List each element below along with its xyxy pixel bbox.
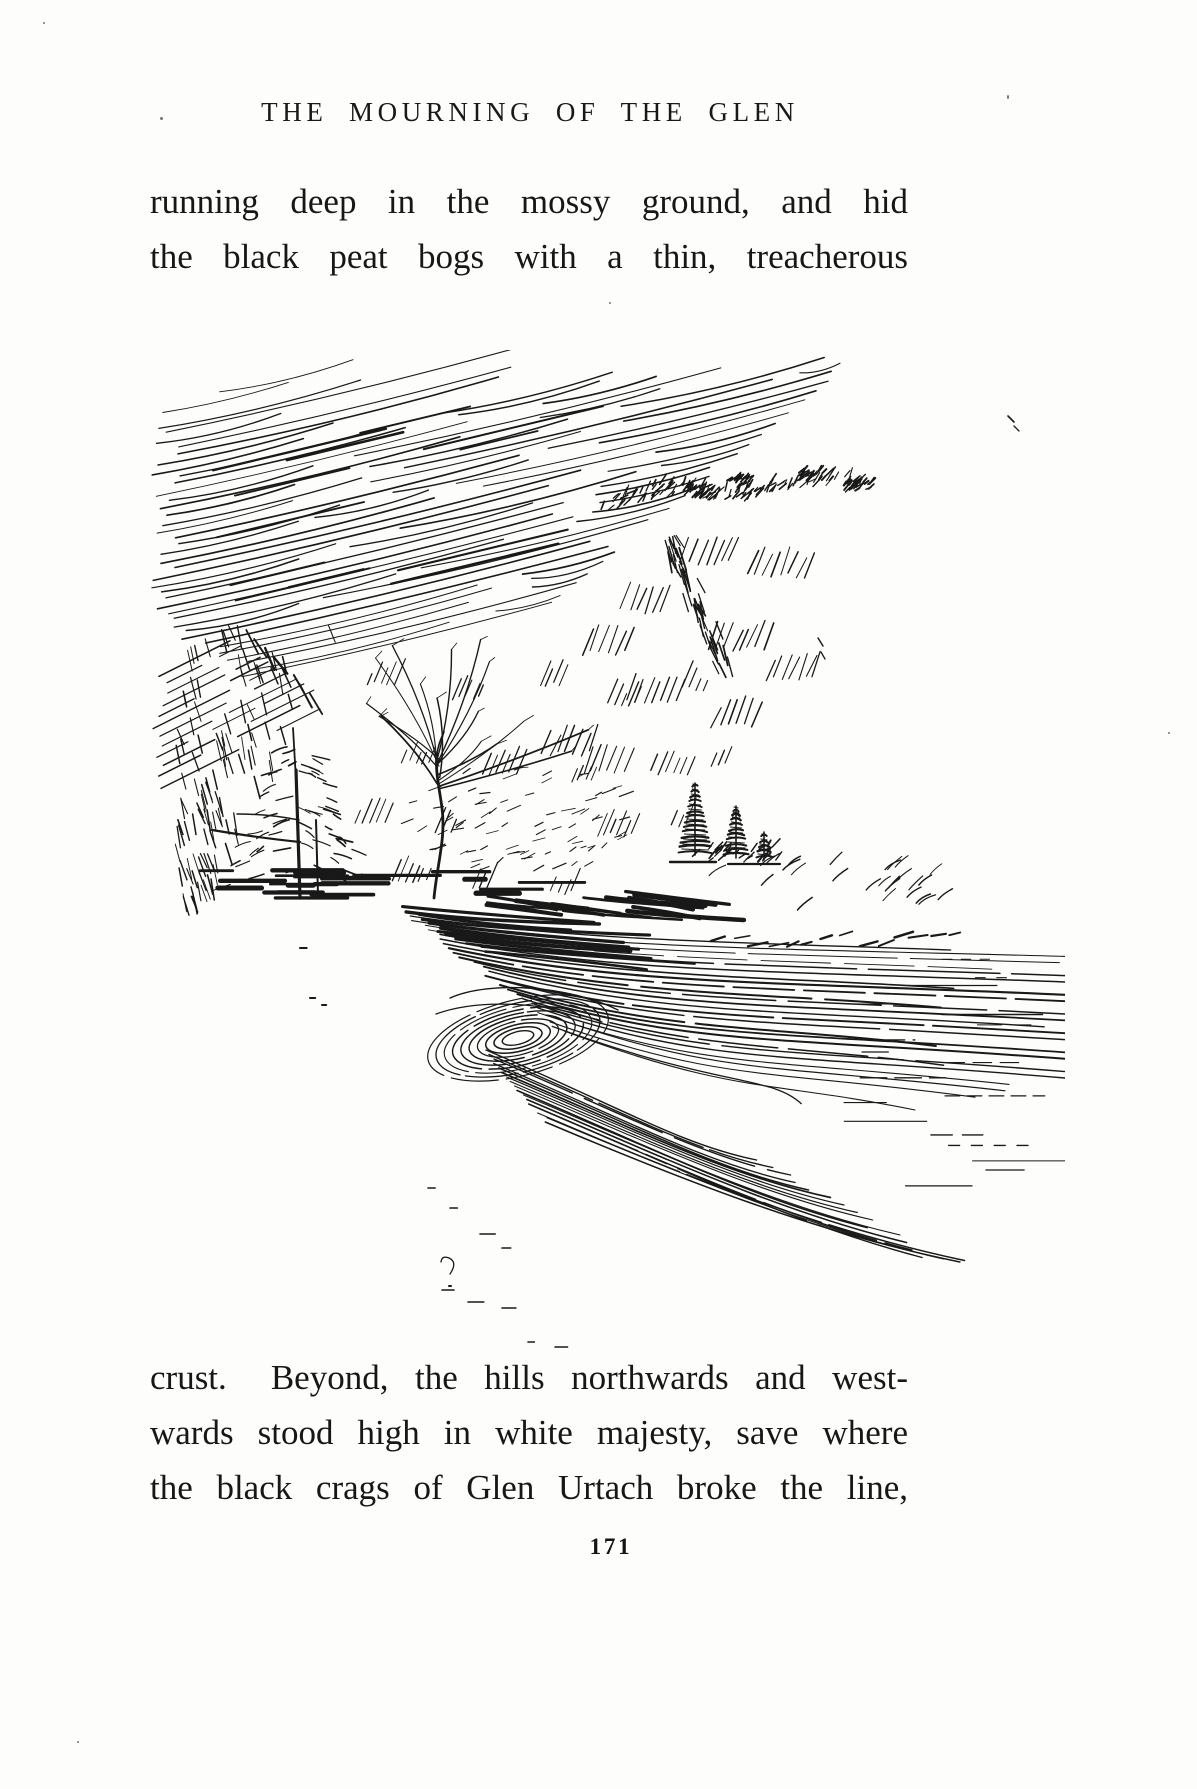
text-line: the black crags of Glen Urtach broke the line, [150,1468,908,1507]
scan-speck [1007,95,1009,99]
text-line: the black peat bogs with a thin, treacherous [150,237,908,276]
text-line: running deep in the mossy ground, and hid [150,182,908,221]
scan-speck [160,117,163,120]
scan-speck [77,1741,79,1743]
paragraph-bottom [150,1350,908,1515]
scan-speck [1168,732,1170,734]
text-line: crust. Beyond, the hills northwards and west- [150,1358,908,1397]
page-number: 171 [589,1534,633,1559]
scan-speck [609,302,611,304]
scan-speck [43,22,45,24]
paragraph-top [150,174,908,284]
glen-illustration [150,350,1065,1350]
text-line: wards stood high in white majesty, save where [150,1413,908,1452]
running-header: THE MOURNING OF THE GLEN [261,97,799,127]
